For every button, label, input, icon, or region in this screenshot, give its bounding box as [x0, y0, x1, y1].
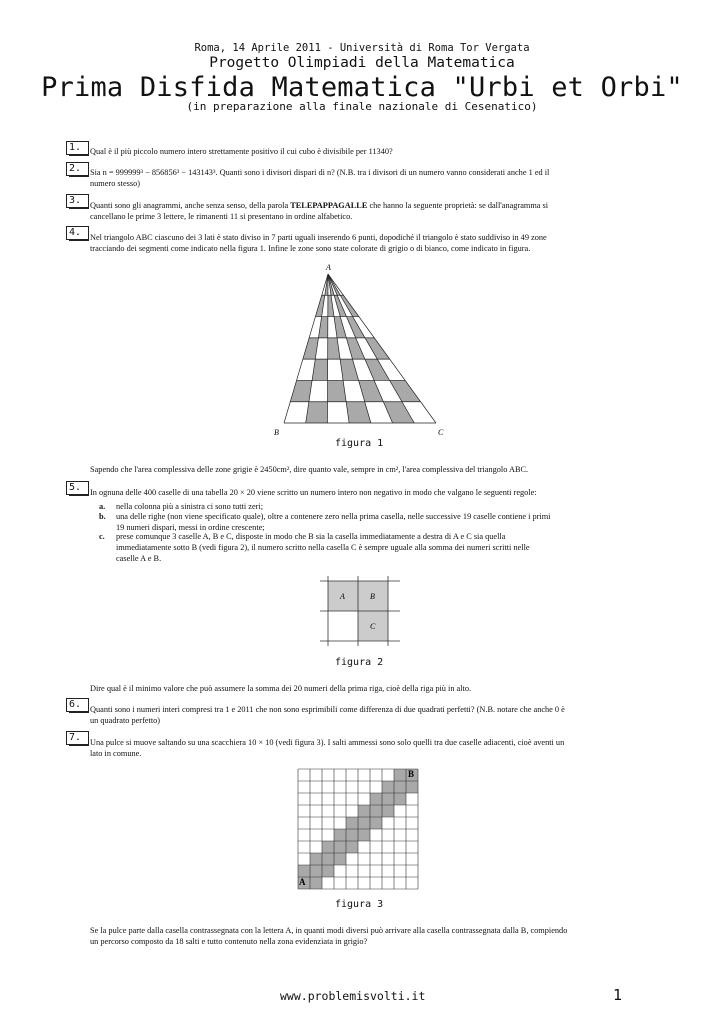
problem-2-text-a: Sia n = 999999³ − 856856³ − 143143³. Quanti sono i divisori dispari di n? (N.B. tra i divisori di un numero vanno considerati anche 1 ed il [90, 168, 550, 177]
problem-1-text: Qual è il più piccolo numero intero strettamente positivo il cui cubo è divisibile per 11340? [90, 147, 393, 156]
board-gray-cell [358, 817, 370, 829]
figure-1-triangle [260, 260, 460, 450]
header-subtitle: (in preparazione alla finale nazionale di Cesenatico) [186, 100, 538, 113]
header-date-line: Roma, 14 Aprile 2011 - Università di Roma Tor Vergata [194, 42, 530, 54]
page-title: Prima Disfida Matematica "Urbi et Orbi" [41, 72, 683, 103]
triangle-gray-zone [328, 295, 334, 316]
fig3-label-b: B [408, 769, 415, 779]
problem-2-text-b: numero stesso) [90, 179, 141, 188]
problem-3-text-a: Quanti sono gli anagrammi, anche senza senso, della parola [90, 201, 289, 210]
fig2-label-c: C [370, 622, 376, 631]
fig3-label-a: A [299, 877, 306, 887]
problem-5-intro: In ognuna delle 400 caselle di una tabella 20 × 20 viene scritto un numero intero non negativo in modo che valgano le seguenti regole: [90, 488, 537, 497]
problem-4-text-a: Nel triangolo ABC ciascuno dei 3 lati è stato diviso in 7 parti uguali inserendo 6 punti, dopodiché il triangolo è stato suddiviso in 49 zone [90, 233, 547, 242]
triangle-gray-zone [312, 359, 328, 380]
board-gray-cell [334, 841, 346, 853]
problem-7-text-a: Una pulce si muove saltando su una scacchiera 10 × 10 (vedi figura 3). I salti ammessi sono solo quelli tra due caselle adiacenti, cioè aventi un [90, 738, 565, 747]
item-c-line-3: caselle A e B. [116, 554, 162, 563]
board-gray-cell [346, 841, 358, 853]
board-gray-cell [310, 853, 322, 865]
problem-4-after: Sapendo che l'area complessiva delle zone grigie è 2450cm², dire quanto vale, sempre in cm², l'area complessiva del triangolo ABC. [90, 465, 529, 474]
item-a-label: a. [99, 502, 106, 511]
fig2-label-a: A [340, 592, 345, 601]
item-c-line-1: prese comunque 3 caselle A, B e C, disposte in modo che B sia la casella immediatamente a destra di A e C sia quella [116, 532, 506, 541]
board-gray-cell [358, 829, 370, 841]
item-c-line-2: immediatamente sotto B (vedi figura 2), il numero scritto nella casella C è sempre uguale alla somma dei numeri scritti nelle [116, 543, 530, 552]
problem-3-line-1 [90, 200, 630, 211]
board-gray-cell [310, 865, 322, 877]
board-gray-cell [322, 841, 334, 853]
problem-6-text-b: un quadrato perfetto) [90, 716, 161, 725]
problem-number-7: 7. [66, 731, 89, 745]
triangle-gray-zone [390, 380, 421, 401]
problem-7-text-b: lato in comune. [90, 749, 142, 758]
board-gray-cell [382, 793, 394, 805]
board-gray-cell [298, 865, 310, 877]
triangle-gray-zone [346, 402, 371, 423]
board-gray-cell [382, 781, 394, 793]
problem-7-after-a: Se la pulce parte dalla casella contrassegnata con la lettera A, in quanti modi diversi può arrivare alla casella contrassegnata dalla B, compiendo [90, 926, 568, 935]
page-number: 1 [613, 986, 623, 1004]
item-a-line-1: nella colonna più a sinistra ci sono tutti zeri; [116, 502, 264, 511]
triangle-gray-zone [303, 338, 319, 359]
problem-3-text-b: che hanno la seguente proprietà: se dall'anagramma si [369, 201, 549, 210]
board-gray-cell [406, 781, 418, 793]
item-b-line-2: 19 numeri dispari, messi in ordine crescente; [116, 523, 265, 532]
board-gray-cell [322, 853, 334, 865]
board-gray-cell [310, 877, 322, 889]
header-project: Progetto Olimpiadi della Matematica [209, 55, 515, 71]
problem-number-6: 6. [66, 698, 89, 712]
figure-2-caption: figura 2 [335, 657, 384, 668]
item-b-label: b. [99, 512, 106, 521]
board-gray-cell [370, 805, 382, 817]
problem-3-text-c: cancellano le prime 3 lettere, le rimanenti 11 si presentano in ordine alfabetico. [90, 212, 353, 221]
board-gray-cell [346, 829, 358, 841]
vertex-label-c: C [438, 428, 444, 437]
item-b-line-1: una delle righe (non viene specificato quale), oltre a contenere zero nella prima casella, nelle successive 19 caselle contiene i primi [116, 512, 551, 521]
board-gray-cell [358, 805, 370, 817]
problem-4-text-b: tracciando dei segmenti come indicato nella figura 1. Infine le zone sono state colorate di grigio o di bianco, come indicato in figura. [90, 244, 531, 253]
board-gray-cell [334, 853, 346, 865]
triangle-gray-zone [359, 380, 384, 401]
problem-number-3: 3. [66, 194, 89, 208]
figure-3-chessboard [296, 767, 420, 891]
triangle-gray-zone [306, 402, 328, 423]
problem-number-1: 1. [66, 141, 89, 155]
problem-number-5: 5. [66, 481, 89, 495]
vertex-label-b: B [274, 428, 279, 437]
board-gray-cell [322, 865, 334, 877]
board-gray-cell [346, 817, 358, 829]
board-gray-cell [334, 829, 346, 841]
problem-7-after-b: un percorso composto da 18 salti e tutto contenuto nella zona evidenziata in grigio? [90, 937, 368, 946]
board-gray-cell [370, 793, 382, 805]
triangle-gray-zone [365, 359, 390, 380]
problem-5-after: Dire qual è il minimo valore che può assumere la somma dei 20 numeri della prima riga, cioè della riga più in alto. [90, 684, 472, 693]
board-gray-cell [394, 781, 406, 793]
board-gray-cell [382, 805, 394, 817]
triangle-gray-zone [365, 338, 390, 359]
figure-2-grid [320, 576, 400, 646]
board-gray-cell [394, 793, 406, 805]
vertex-label-a: A [326, 263, 331, 272]
figure-3-caption: figura 3 [335, 899, 384, 910]
problem-number-4: 4. [66, 226, 89, 240]
problem-6-text-a: Quanti sono i numeri interi compresi tra 1 e 2011 che non sono esprimibili come differenza di due quadrati perfetti? (N.B. notare che anche 0 è [90, 705, 565, 714]
board-gray-cell [394, 769, 406, 781]
footer-url: www.problemisvolti.it [280, 989, 426, 1003]
item-c-label: c. [99, 532, 105, 541]
board-gray-cell [370, 817, 382, 829]
figure-1-caption: figura 1 [335, 438, 384, 449]
problem-number-2: 2. [66, 162, 89, 176]
fig2-label-b: B [370, 592, 375, 601]
triangle-gray-zone [346, 317, 365, 338]
problem-3-word: TELEPAPPAGALLE [290, 201, 368, 210]
